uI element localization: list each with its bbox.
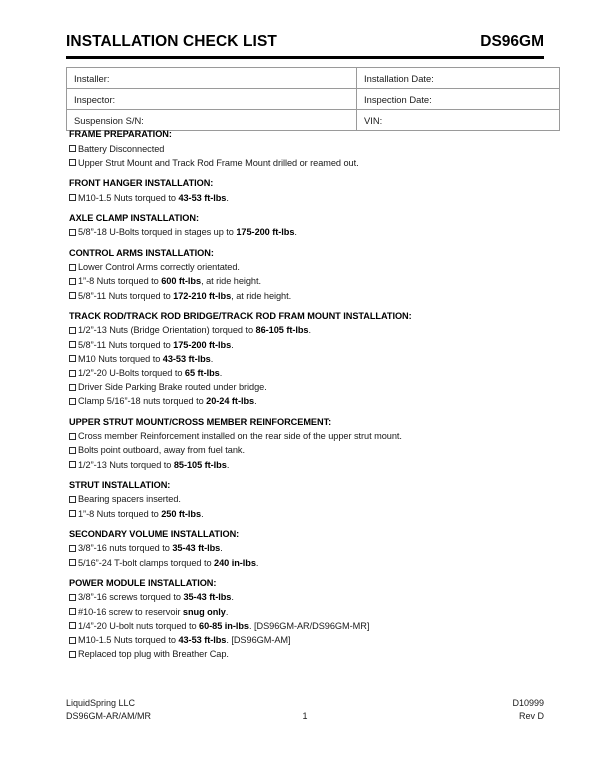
item-torque-value: 43-53 ft-lbs [162,353,211,364]
item-torque-value: 86-105 ft-lbs [255,325,309,336]
checklist-item[interactable] [69,541,544,555]
checklist-section [69,479,544,521]
checklist-item[interactable] [69,352,544,366]
checklist-section [69,128,544,170]
checkbox-icon[interactable] [69,384,76,391]
checkbox-icon[interactable] [69,341,76,348]
info-label-cell: Inspector: [67,89,357,110]
item-torque-value: snug only [182,606,226,617]
item-text: Driver Side Parking Brake routed under bridge. [78,382,267,393]
footer-part-numbers: DS96GM-AR/AM/MR [66,711,152,721]
item-text: M10 Nuts torqued to [78,353,163,364]
item-text-suffix: , at ride height. [231,290,292,301]
item-torque-value: 600 ft-lbs [161,276,202,287]
item-torque-value: 85-105 ft-lbs [173,459,227,470]
checkbox-icon[interactable] [69,278,76,285]
page-title: INSTALLATION CHECK LIST [66,33,277,50]
checkbox-icon[interactable] [69,264,76,271]
item-text: Cross member Reinforcement installed on the rear side of the upper strut mount. [78,431,402,442]
section-heading: POWER MODULE INSTALLATION: [69,577,217,588]
item-text: #10-16 screw to reservoir [78,606,183,617]
info-value-cell[interactable]: VIN: [357,110,560,131]
checklist-item[interactable] [69,338,544,352]
checkbox-icon[interactable] [69,608,76,615]
checklist-item[interactable] [69,492,544,506]
checklist-item[interactable] [69,366,544,380]
checkbox-icon[interactable] [69,229,76,236]
item-text-suffix: . [231,339,234,350]
section-heading: STRUT INSTALLATION: [69,479,171,490]
checklist-section [69,528,544,570]
checklist-item[interactable] [69,556,544,570]
checkbox-icon[interactable] [69,622,76,629]
item-torque-value: 43-53 ft-lbs [178,192,227,203]
title-divider-rule [66,56,544,59]
item-text: Clamp 5/16”-18 nuts torqued to [78,396,207,407]
item-text: Bolts point outboard, away from fuel tank. [78,445,245,456]
checklist-item[interactable] [69,458,544,472]
item-torque-value: 172-210 ft-lbs [173,290,232,301]
item-text-suffix: . [210,353,214,364]
item-text-suffix: . [226,459,230,470]
checkbox-icon[interactable] [69,370,76,377]
item-text-suffix: . [308,325,311,336]
item-text-suffix: . [294,227,297,238]
checklist-item[interactable] [69,605,544,619]
item-torque-value: 240 in-lbs [214,557,256,568]
item-torque-value: 175-200 ft-lbs [173,339,232,350]
checklist-item[interactable] [69,443,544,457]
section-heading: SECONDARY VOLUME INSTALLATION: [69,528,240,539]
section-heading: UPPER STRUT MOUNT/CROSS MEMBER REINFORCEMENT: [69,416,332,427]
section-heading: CONTROL ARMS INSTALLATION: [69,247,214,258]
installer-info-table [66,67,560,131]
checkbox-icon[interactable] [69,292,76,299]
item-torque-value: 250 ft-lbs [161,508,202,519]
item-text: Battery Disconnected [78,143,165,154]
info-table-row [67,68,560,89]
item-torque-value: 35-43 ft-lbs [172,543,221,554]
checklist-section [69,577,544,662]
section-heading: FRAME PREPARATION: [69,129,172,139]
item-torque-value: 43-53 ft-lbs [178,635,227,646]
footer-page-number: 1 [302,711,308,721]
checklist-item[interactable] [69,142,544,156]
item-text: Upper Strut Mount and Track Rod Frame Mount drilled or reamed out. [78,157,359,168]
checkbox-icon[interactable] [69,594,76,601]
item-text: 1/2”-13 Nuts (Bridge Orientation) torqued to [78,325,256,336]
item-text: M10-1.5 Nuts torqued to [78,635,179,646]
checklist-item[interactable] [69,225,544,239]
checklist-item[interactable] [69,429,544,443]
checkbox-icon[interactable] [69,355,76,362]
checklist-item[interactable] [69,323,544,337]
item-text-suffix: . [225,606,229,617]
item-text-suffix: . [DS96GM-AM] [226,635,291,646]
item-text-suffix: . [226,192,229,203]
item-text-suffix: . [255,557,259,568]
item-text: 1”-8 Nuts torqued to [78,508,162,519]
footer-revision: Rev D [518,711,544,721]
model-number: DS96GM [480,33,544,50]
checkbox-icon[interactable] [69,545,76,552]
document-header [66,33,544,51]
checklist-item[interactable] [69,260,544,274]
checkbox-icon[interactable] [69,159,76,166]
checklist-item[interactable] [69,289,544,303]
item-text-suffix: . [DS96GM-AR/DS96GM-MR] [248,620,370,631]
checklist-section [69,310,544,409]
checklist-section [69,247,544,303]
checklist-item[interactable] [69,156,544,170]
checkbox-icon[interactable] [69,637,76,644]
checkbox-icon[interactable] [69,194,76,201]
checkbox-icon[interactable] [69,398,76,405]
checklist-section [69,212,544,240]
item-torque-value: 60-85 in-lbs [199,620,249,631]
checkbox-icon[interactable] [69,510,76,517]
info-value-cell[interactable]: Inspection Date: [357,89,560,110]
checkbox-icon[interactable] [69,327,76,334]
item-text: 1”-8 Nuts torqued to [78,276,162,287]
item-torque-value: 175-200 ft-lbs [236,227,295,238]
item-text: 5/8”-18 U-Bolts torqued in stages up to [78,227,237,238]
item-text: 3/8”-16 nuts torqued to [78,543,173,554]
checklist-item[interactable] [69,191,544,205]
checklist-item[interactable] [69,619,544,633]
item-text-suffix: , at ride height. [201,276,261,287]
checkbox-icon[interactable] [69,651,76,658]
checkbox-icon[interactable] [69,447,76,454]
section-heading: AXLE CLAMP INSTALLATION: [69,212,199,223]
item-text: M10-1.5 Nuts torqued to [78,192,179,203]
item-text: 5/16”-24 T-bolt clamps torqued to [78,557,215,568]
item-text-suffix: . [219,368,223,378]
checkbox-icon[interactable] [69,433,76,440]
item-torque-value: 35-43 ft-lbs [183,592,232,603]
page-sheet [66,0,544,760]
item-text: 1/2”-13 Nuts torqued to [78,459,174,470]
item-text: Replaced top plug with Breather Cap. [78,649,229,660]
info-table-row [67,89,560,110]
checklist-item[interactable] [69,380,544,394]
info-label-cell: Installer: [67,68,357,89]
item-text-suffix: . [201,508,204,519]
item-text: 5/8”-11 Nuts torqued to [78,290,174,301]
checklist-item[interactable] [69,647,544,661]
checklist-section [69,416,544,472]
footer-company: LiquidSpring LLC [66,698,136,708]
item-torque-value: 65 ft-lbs [184,368,220,378]
checkbox-icon[interactable] [69,145,76,152]
item-text: 3/8”-16 screws torqued to [78,592,184,603]
section-heading: TRACK ROD/TRACK ROD BRIDGE/TRACK ROD FRAM MOUNT INSTALLATION: [69,310,412,321]
checklist-item[interactable] [69,633,544,647]
footer-doc-number: D10999 [512,698,544,708]
item-text-suffix: . [231,592,234,603]
item-text: Bearing spacers inserted. [78,494,181,505]
info-label-cell: Suspension S/N: [67,110,357,131]
checklist-item[interactable] [69,394,544,408]
section-heading: FRONT HANGER INSTALLATION: [69,178,214,188]
checkbox-icon[interactable] [69,496,76,503]
checklist-body [69,128,544,661]
checklist-section [69,177,544,205]
item-text: Lower Control Arms correctly orientated. [78,262,240,273]
item-text: 1/4”-20 U-bolt nuts torqued to [78,620,200,631]
info-value-cell[interactable]: Installation Date: [357,68,560,89]
item-text-suffix: . [254,396,257,407]
checklist-item[interactable] [69,590,544,604]
checklist-item[interactable] [69,274,544,288]
checkbox-icon[interactable] [69,559,76,566]
page-footer [66,697,544,723]
item-text-suffix: . [220,543,223,554]
checklist-item[interactable] [69,507,544,521]
checkbox-icon[interactable] [69,461,76,468]
item-text: 5/8”-11 Nuts torqued to [78,339,174,350]
item-text: 1/2”-20 U-Bolts torqued to [78,368,185,378]
item-torque-value: 20-24 ft-lbs [206,396,255,407]
